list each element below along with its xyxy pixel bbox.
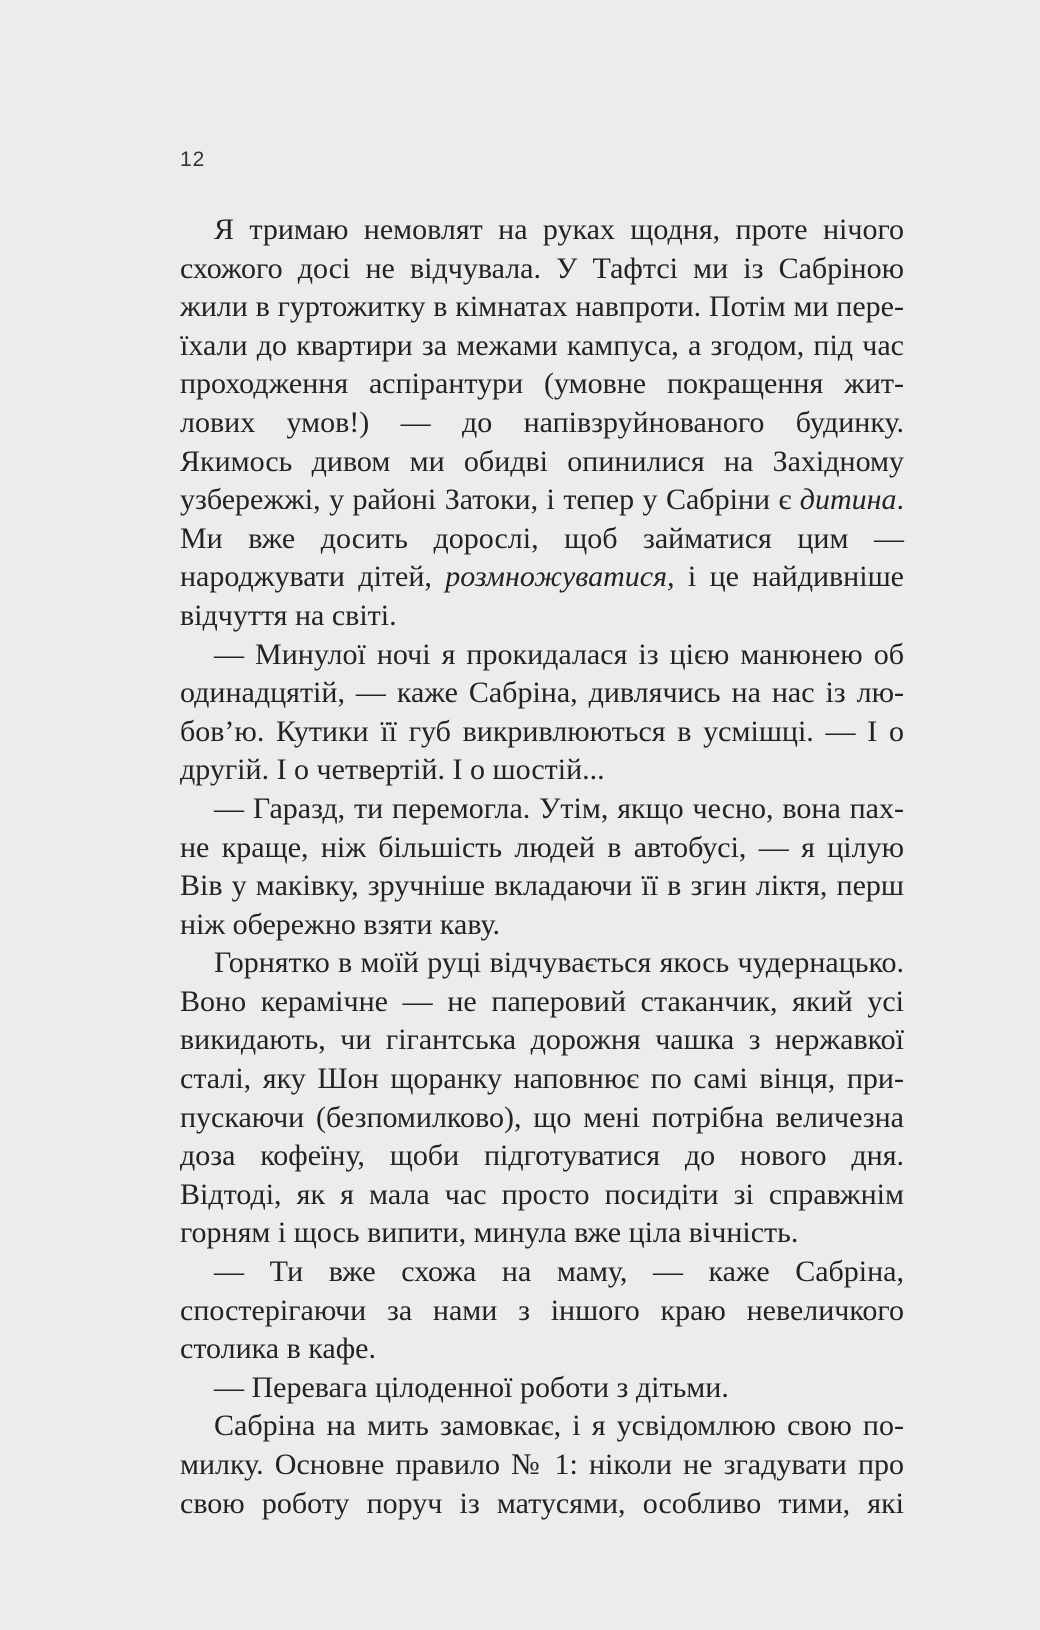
italic-run: дитина xyxy=(799,483,897,517)
text-run: — Перевага цілоденної роботи з дітьми. xyxy=(214,1370,729,1404)
paragraph xyxy=(180,944,904,1253)
text-run: Сабріна на мить замовкає, і я усвідомлюю свою помилку. Основне правило № 1: ніколи не згадувати про свою роботу поруч із матусями, особливо тими, які xyxy=(180,1409,904,1520)
paragraph xyxy=(180,211,904,636)
text-run: — Минулої ночі я прокидалася із цією манюнею об одинадцятій, — каже Сабріна, дивлячись на нас із любов’ю. Кутики її губ викривлюються в усмішці. — І о другій. І о четвертій. І о шостій... xyxy=(180,637,904,787)
text-run: Горнятко в моїй руці відчувається якось чудернацько. Воно керамічне — не паперовий стаканчик, який усі викидають, чи гігантська дорожня чашка з нержавкої сталі, яку Шон щоранку наповнює по самі вінця, припускаючи (безпомилково), що мені потрібна величезна доза кофеїну, щоби підготуватися до нового дня. Відтоді, як я мала час просто посидіти зі справжнім горням і щось випити, минула вже ціла вічність. xyxy=(180,946,904,1250)
text-run: Я тримаю немовлят на руках щодня, проте нічого схожого досі не відчувала. У Тафтсі ми із Сабріною жили в гуртожитку в кімнатах навпроти. Потім ми переїхали до квартири за межами кампуса, а згодом, під час проходження аспірантури (умовне покращення житлових умов!) — до напівзруйнованого будинку. Якимось дивом ми обидві опинилися на Західному узбережжі, у районі Затоки, і тепер у Сабріни є xyxy=(180,213,904,517)
paragraph xyxy=(180,1407,904,1523)
paragraph xyxy=(180,1253,904,1369)
paragraph xyxy=(180,790,904,944)
text-run: . Ми вже досить дорослі, щоб займатися цим — народжувати дітей, xyxy=(180,483,904,594)
text-run: — Ти вже схожа на маму, — каже Сабріна, спостерігаючи за нами з іншого краю невеличкого столика в кафе. xyxy=(180,1255,904,1366)
paragraph xyxy=(180,636,904,790)
paragraph xyxy=(180,1369,904,1408)
body-text xyxy=(180,211,904,1523)
text-run: — Гаразд, ти перемогла. Утім, якщо чесно, вона пахне краще, ніж більшість людей в автобусі, — я цілую Вів у маківку, зручніше вкладаючи її в згин ліктя, перш ніж обережно взяти каву. xyxy=(180,791,904,941)
text-run: і це найдивніше відчуття на світі. xyxy=(180,560,904,632)
page-number: 12 xyxy=(180,148,206,171)
italic-run: розмножуватися, xyxy=(445,560,675,594)
